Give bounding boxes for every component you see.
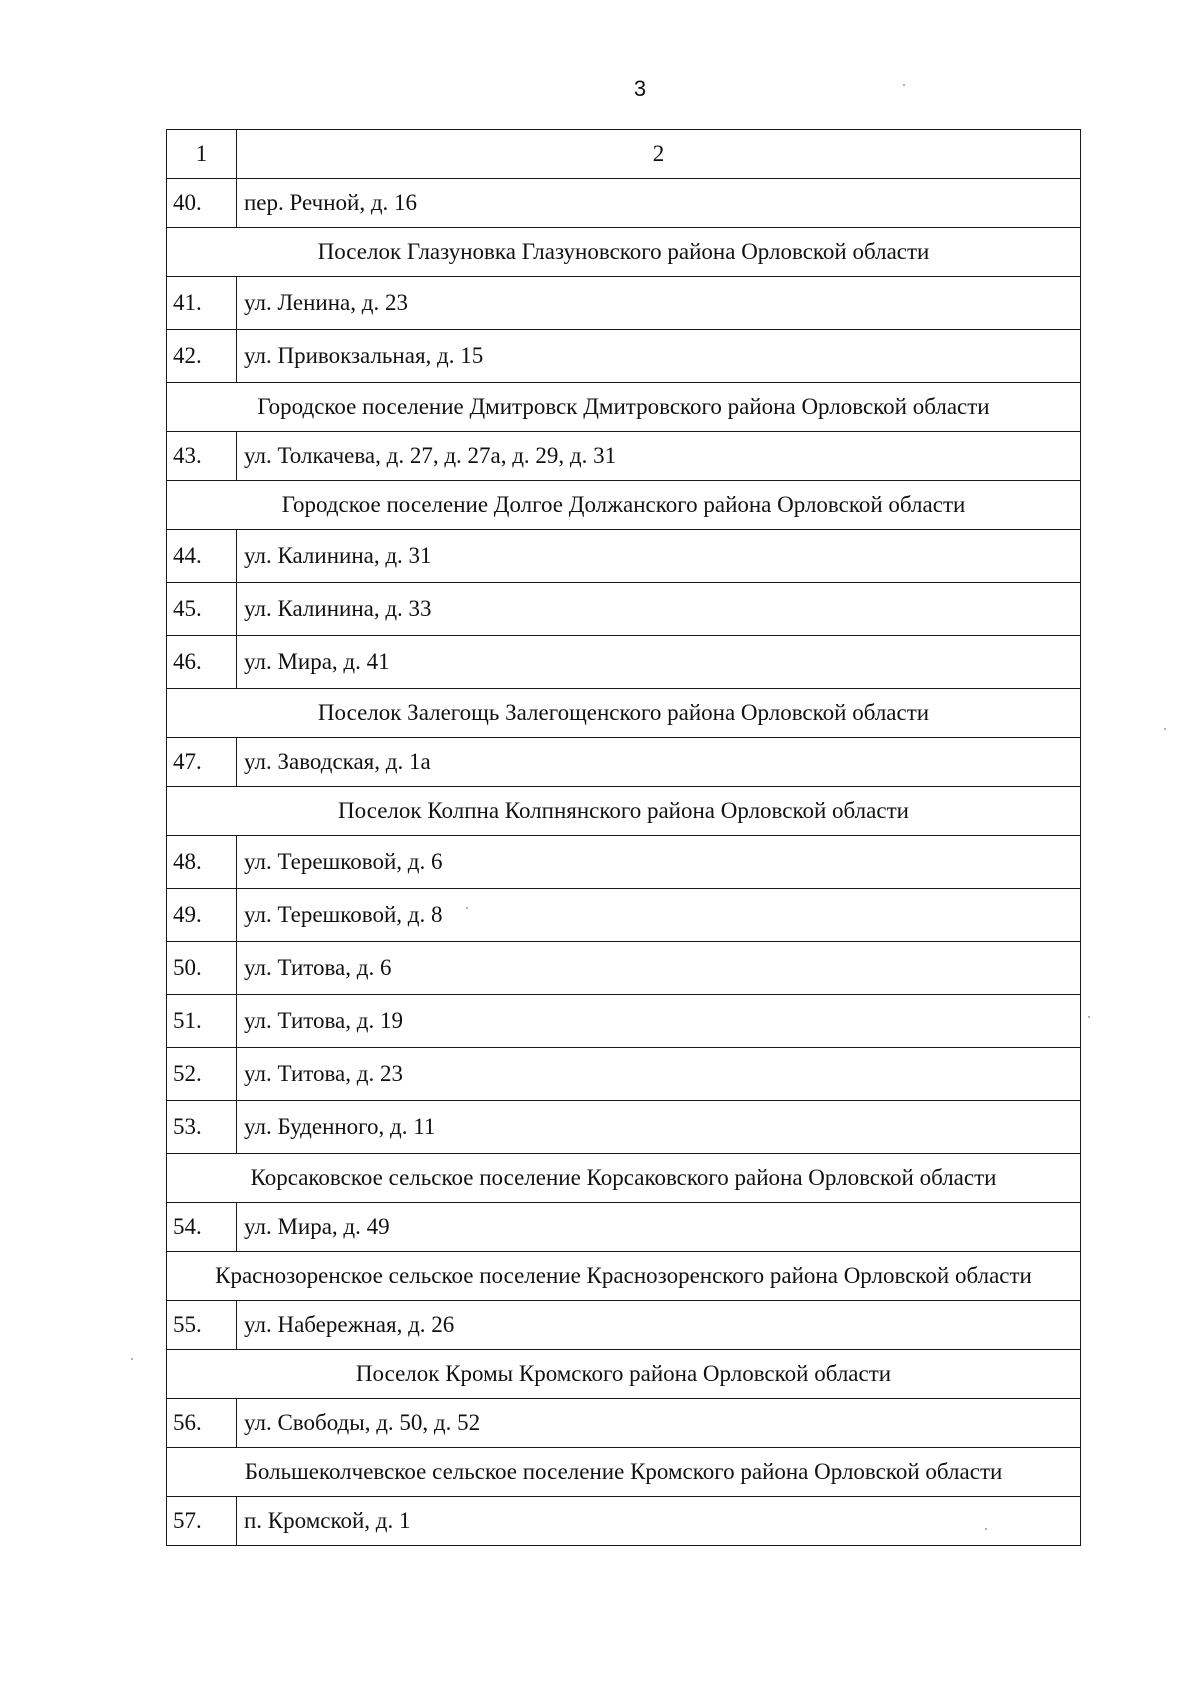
row-number: 57.	[167, 1497, 237, 1546]
row-number: 40.	[167, 179, 237, 228]
row-number: 44.	[167, 530, 237, 583]
group-heading: Большеколчевское сельское поселение Кромского района Орловской области	[167, 1448, 1081, 1497]
table-row	[167, 330, 1081, 383]
row-number: 41.	[167, 277, 237, 330]
table-header-row	[167, 130, 1081, 179]
row-number: 54.	[167, 1203, 237, 1252]
row-address: ул. Терешковой, д. 6	[237, 836, 1081, 889]
scan-speck	[985, 1528, 987, 1530]
row-address: ул. Калинина, д. 33	[237, 583, 1081, 636]
table-row	[167, 836, 1081, 889]
table-row	[167, 530, 1081, 583]
row-number: 48.	[167, 836, 237, 889]
header-cell-address: 2	[237, 130, 1081, 179]
scan-speck	[466, 907, 468, 909]
row-number: 52.	[167, 1048, 237, 1101]
row-number: 55.	[167, 1301, 237, 1350]
row-number: 45.	[167, 583, 237, 636]
group-heading-row	[167, 689, 1081, 738]
row-number: 53.	[167, 1101, 237, 1154]
row-address: ул. Титова, д. 23	[237, 1048, 1081, 1101]
table-row	[167, 1101, 1081, 1154]
table-row	[167, 179, 1081, 228]
row-number: 50.	[167, 942, 237, 995]
row-address: ул. Толкачева, д. 27, д. 27а, д. 29, д. 31	[237, 432, 1081, 481]
row-address: ул. Калинина, д. 31	[237, 530, 1081, 583]
group-heading-row	[167, 1350, 1081, 1399]
table-row	[167, 1048, 1081, 1101]
row-address: ул. Мира, д. 49	[237, 1203, 1081, 1252]
table-row	[167, 1497, 1081, 1546]
group-heading: Городское поселение Долгое Должанского района Орловской области	[167, 481, 1081, 530]
table-row	[167, 889, 1081, 942]
row-number: 43.	[167, 432, 237, 481]
group-heading-row	[167, 383, 1081, 432]
scan-speck	[131, 1358, 133, 1360]
table-row	[167, 1203, 1081, 1252]
group-heading-row	[167, 1252, 1081, 1301]
row-address: ул. Буденного, д. 11	[237, 1101, 1081, 1154]
row-address: п. Кромской, д. 1	[237, 1497, 1081, 1546]
row-number: 56.	[167, 1399, 237, 1448]
row-number: 46.	[167, 636, 237, 689]
scan-speck	[1088, 1016, 1090, 1018]
addresses-table	[166, 129, 1081, 1546]
group-heading-row	[167, 787, 1081, 836]
table-row	[167, 942, 1081, 995]
row-address: ул. Титова, д. 19	[237, 995, 1081, 1048]
group-heading-row	[167, 1154, 1081, 1203]
table-row	[167, 995, 1081, 1048]
row-number: 51.	[167, 995, 237, 1048]
table-row	[167, 1399, 1081, 1448]
row-address: пер. Речной, д. 16	[237, 179, 1081, 228]
group-heading: Краснозоренское сельское поселение Краснозоренского района Орловской области	[167, 1252, 1081, 1301]
group-heading: Поселок Глазуновка Глазуновского района Орловской области	[167, 228, 1081, 277]
table-row	[167, 636, 1081, 689]
scan-speck	[903, 84, 905, 86]
row-address: ул. Ленина, д. 23	[237, 277, 1081, 330]
row-address: ул. Набережная, д. 26	[237, 1301, 1081, 1350]
group-heading: Поселок Кромы Кромского района Орловской области	[167, 1350, 1081, 1399]
group-heading-row	[167, 481, 1081, 530]
group-heading: Городское поселение Дмитровск Дмитровского района Орловской области	[167, 383, 1081, 432]
table-row	[167, 1301, 1081, 1350]
row-number: 47.	[167, 738, 237, 787]
header-cell-number: 1	[167, 130, 237, 179]
row-number: 49.	[167, 889, 237, 942]
group-heading-row	[167, 1448, 1081, 1497]
group-heading-row	[167, 228, 1081, 277]
row-address: ул. Привокзальная, д. 15	[237, 330, 1081, 383]
table-row	[167, 432, 1081, 481]
row-number: 42.	[167, 330, 237, 383]
table-row	[167, 738, 1081, 787]
row-address: ул. Заводская, д. 1а	[237, 738, 1081, 787]
page-number: 3	[633, 76, 647, 101]
group-heading: Корсаковское сельское поселение Корсаковского района Орловской области	[167, 1154, 1081, 1203]
group-heading: Поселок Залегощь Залегощенского района Орловской области	[167, 689, 1081, 738]
row-address: ул. Терешковой, д. 8	[237, 889, 1081, 942]
table-row	[167, 277, 1081, 330]
scan-speck	[1164, 728, 1166, 730]
row-address: ул. Титова, д. 6	[237, 942, 1081, 995]
table-row	[167, 583, 1081, 636]
row-address: ул. Свободы, д. 50, д. 52	[237, 1399, 1081, 1448]
row-address: ул. Мира, д. 41	[237, 636, 1081, 689]
group-heading: Поселок Колпна Колпнянского района Орловской области	[167, 787, 1081, 836]
